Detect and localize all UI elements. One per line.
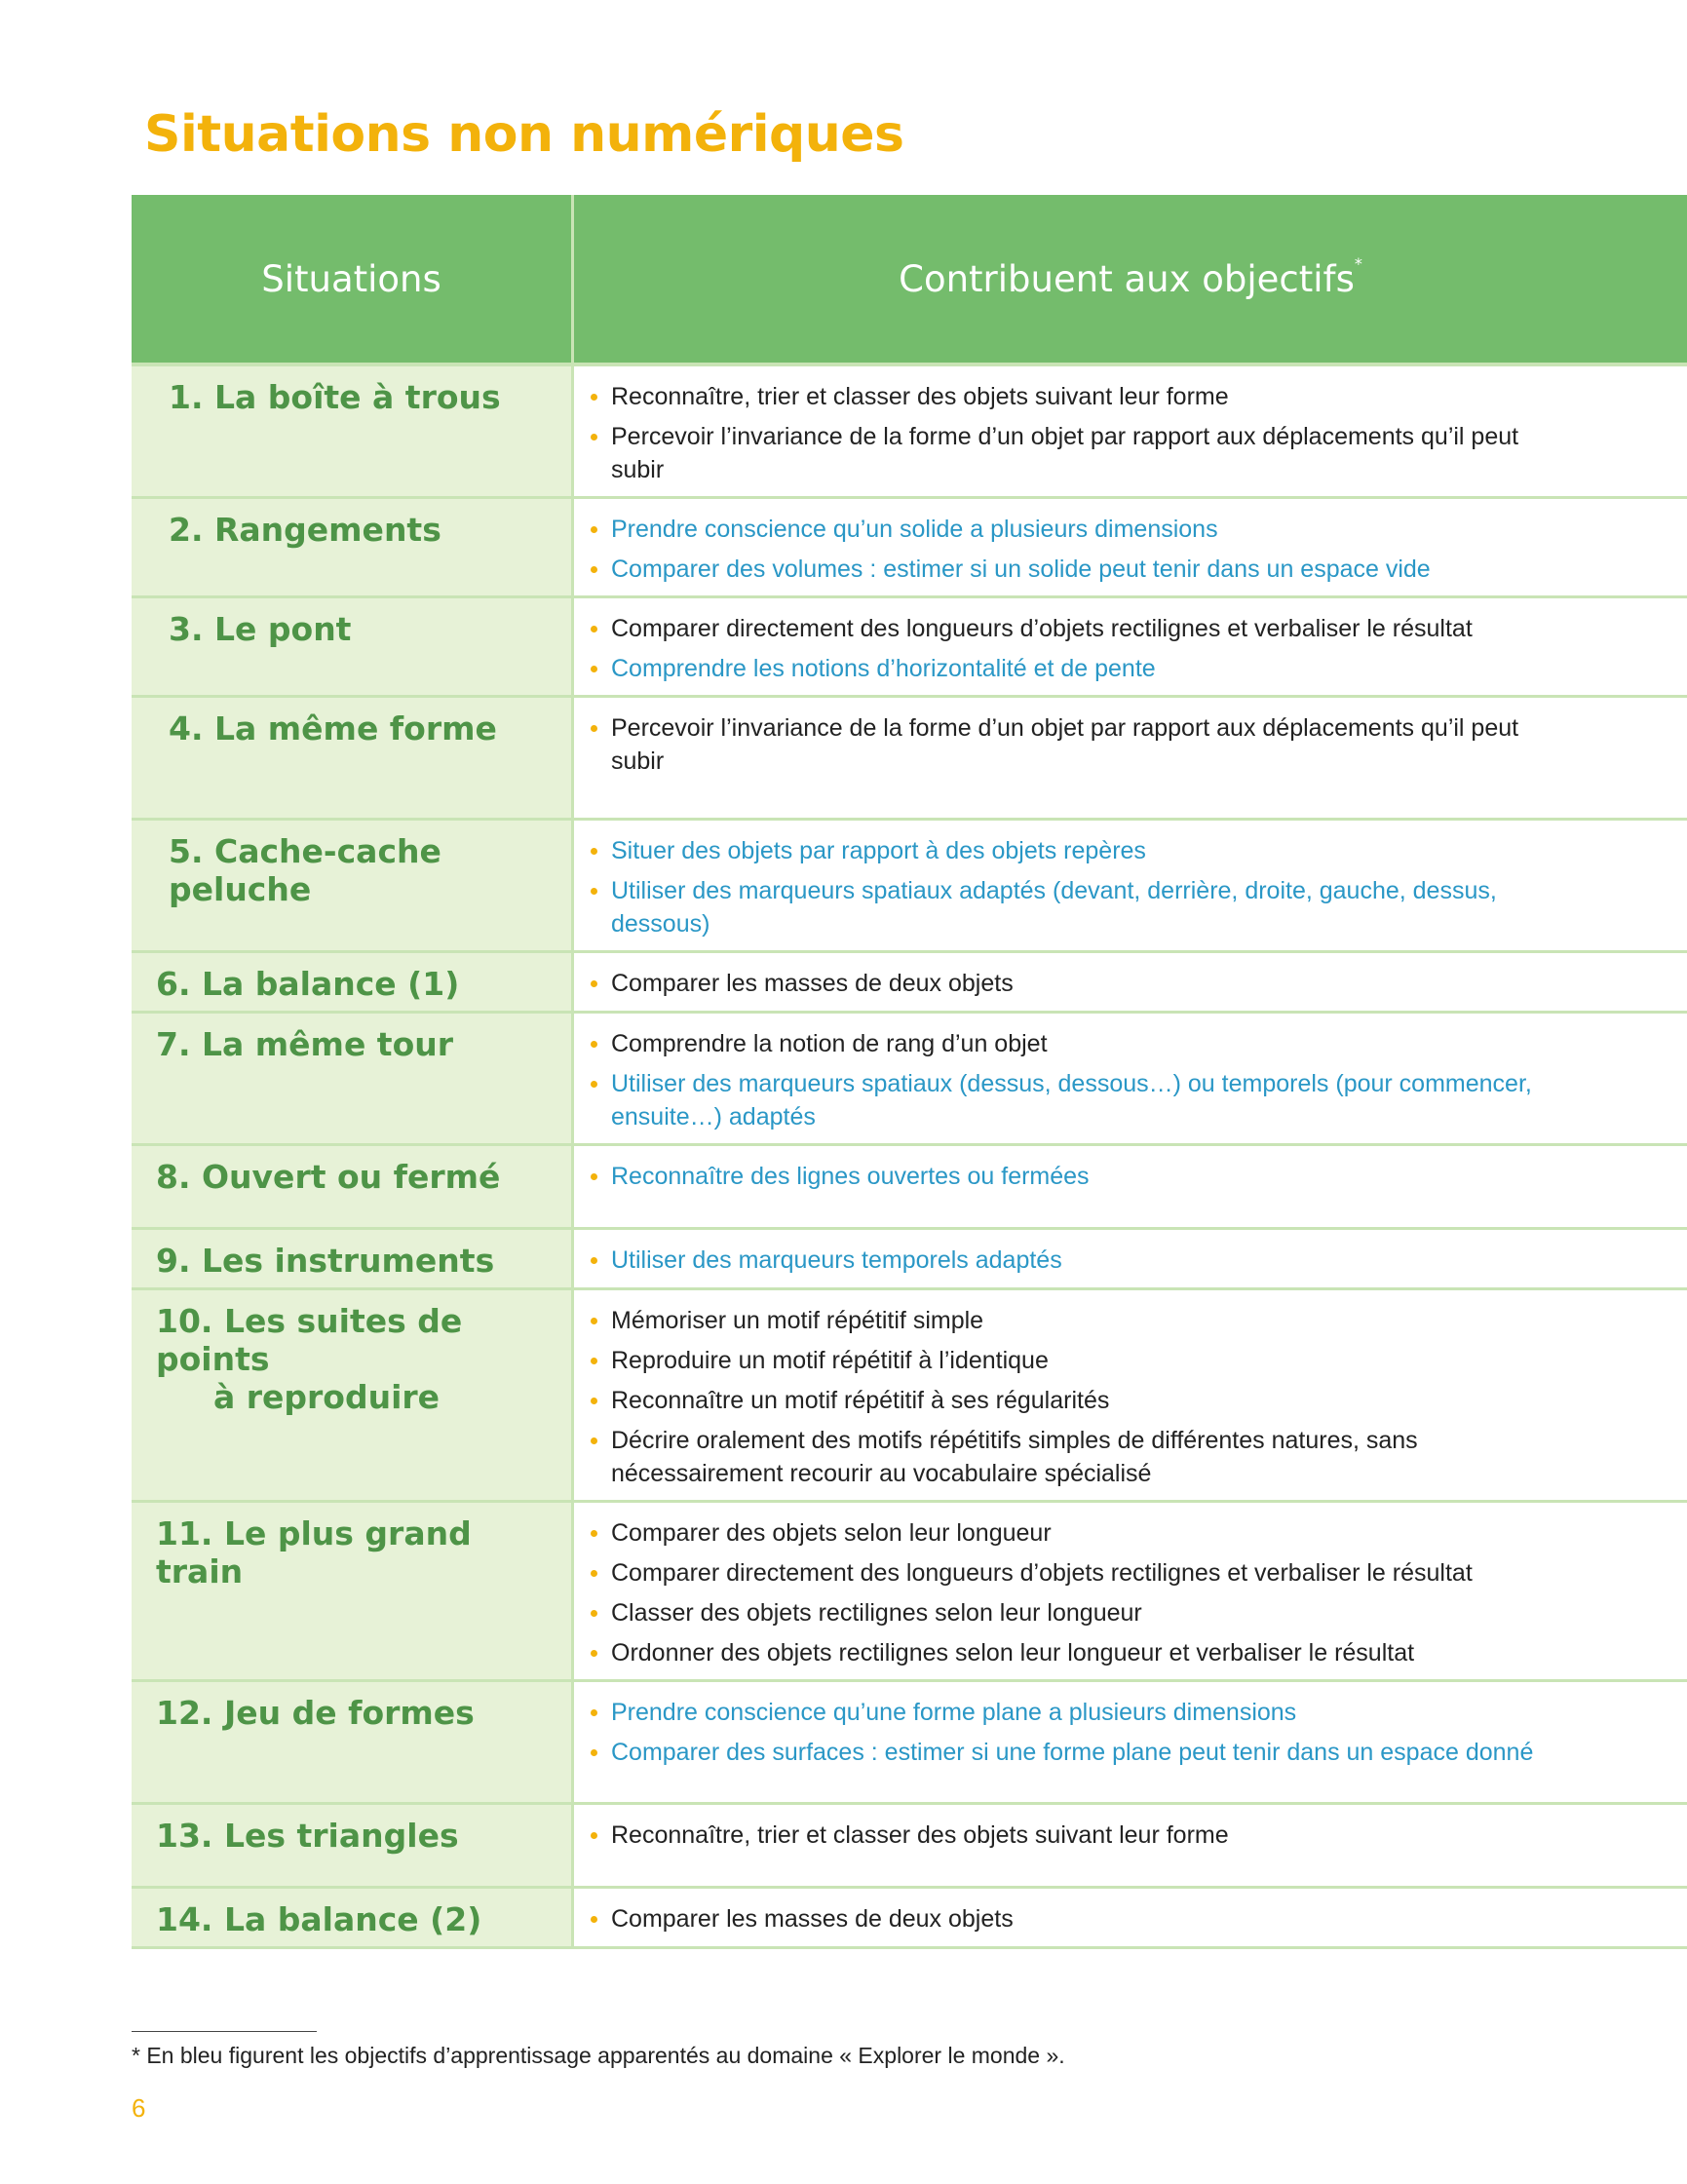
situation-cell (132, 1289, 573, 1502)
page-title: Situations non numériques (144, 105, 904, 164)
situation-cell (132, 1013, 573, 1145)
objective-item-explorer: Prendre conscience qu’un solide a plusieurs dimensions (574, 513, 1570, 546)
situation-cell (132, 1502, 573, 1681)
footnote-divider (132, 2031, 317, 2032)
table-row (132, 498, 1687, 597)
table-row (132, 1502, 1687, 1681)
objective-item: Ordonner des objets rectilignes selon leur longueur et verbaliser le résultat (574, 1636, 1570, 1669)
objectives-cell (573, 820, 1687, 952)
objective-item-explorer: Comparer des volumes : estimer si un solide peut tenir dans un espace vide (574, 553, 1570, 586)
objective-item: Comprendre la notion de rang d’un objet (574, 1027, 1570, 1060)
table-row (132, 952, 1687, 1013)
situation-name: Les instruments (202, 1242, 495, 1280)
objective-item: Reproduire un motif répétitif à l’identique (574, 1344, 1570, 1377)
objective-item-explorer: Utiliser des marqueurs spatiaux adaptés (devant, derrière, droite, gauche, dessus, dessous) (574, 874, 1570, 940)
table-row (132, 597, 1687, 697)
objective-item-explorer: Utiliser des marqueurs temporels adaptés (574, 1244, 1570, 1277)
situation-name: Ouvert ou fermé (202, 1158, 501, 1196)
situation-cell (132, 1681, 573, 1804)
situation-cell (132, 1145, 573, 1229)
objectives-cell (573, 1145, 1687, 1229)
situation-cell (132, 364, 573, 498)
footnote: * En bleu figurent les objectifs d’apprentissage apparentés au domaine « Explorer le monde ». (132, 2043, 1065, 2068)
objectives-cell (573, 952, 1687, 1013)
table-header-row (132, 195, 1687, 364)
situation-number: 3. (169, 610, 204, 648)
table-row (132, 1681, 1687, 1804)
objectives-cell (573, 1229, 1687, 1289)
situation-cell (132, 820, 573, 952)
situation-name: Le pont (214, 610, 352, 648)
table-row (132, 820, 1687, 952)
table-row (132, 1013, 1687, 1145)
table-row (132, 1804, 1687, 1888)
objectives-cell (573, 1681, 1687, 1804)
situation-cell (132, 697, 573, 820)
header-objectifs (573, 195, 1687, 364)
objectives-list (574, 834, 1687, 940)
situation-cell (132, 952, 573, 1013)
situation-cell (132, 1804, 573, 1888)
situation-name: Les triangles (223, 1817, 459, 1855)
objective-item: Reconnaître un motif répétitif à ses régularités (574, 1384, 1570, 1417)
situation-number: 12. (156, 1694, 213, 1732)
table-row (132, 1145, 1687, 1229)
situation-cell (132, 597, 573, 697)
situation-name: Jeu de formes (223, 1694, 475, 1732)
situation-name: La balance (1) (202, 965, 460, 1003)
situations-table (132, 195, 1687, 1949)
objectives-cell (573, 1888, 1687, 1948)
situation-name: La même tour (202, 1025, 454, 1063)
objectives-list (574, 1696, 1687, 1769)
objectives-list (574, 1902, 1687, 1935)
objective-item-explorer: Situer des objets par rapport à des objets repères (574, 834, 1570, 867)
objective-item-explorer: Comprendre les notions d’horizontalité et de pente (574, 652, 1570, 685)
table-row (132, 697, 1687, 820)
objective-item: Percevoir l’invariance de la forme d’un objet par rapport aux déplacements qu’il peut subir (574, 420, 1570, 486)
objective-item: Comparer directement des longueurs d’objets rectilignes et verbaliser le résultat (574, 612, 1570, 645)
situation-number: 9. (156, 1242, 191, 1280)
situation-name: La même forme (214, 709, 497, 747)
objectives-cell (573, 1804, 1687, 1888)
situation-name: Les suites de points (156, 1302, 463, 1378)
situation-number: 2. (169, 511, 204, 549)
table-row (132, 1888, 1687, 1948)
objective-item: Reconnaître, trier et classer des objets suivant leur forme (574, 380, 1570, 413)
objective-item-explorer: Utiliser des marqueurs spatiaux (dessus, dessous…) ou temporels (pour commencer, ensuite…) adaptés (574, 1067, 1570, 1133)
objectives-cell (573, 597, 1687, 697)
objective-item: Comparer directement des longueurs d’objets rectilignes et verbaliser le résultat (574, 1556, 1570, 1590)
situation-name: La boîte à trous (214, 378, 501, 416)
objective-item: Classer des objets rectilignes selon leur longueur (574, 1596, 1570, 1629)
situation-cell (132, 1229, 573, 1289)
situation-number: 5. (169, 832, 204, 870)
situation-number: 13. (156, 1817, 213, 1855)
objective-item-explorer: Reconnaître des lignes ouvertes ou fermées (574, 1160, 1570, 1193)
objective-item-explorer: Prendre conscience qu’une forme plane a plusieurs dimensions (574, 1696, 1570, 1729)
situation-number: 14. (156, 1900, 213, 1938)
header-situations (132, 195, 573, 364)
objectives-list (574, 1244, 1687, 1277)
situation-name: Le plus grand train (156, 1514, 472, 1590)
objective-item: Percevoir l’invariance de la forme d’un objet par rapport aux déplacements qu’il peut subir (574, 711, 1570, 778)
objectives-list (574, 612, 1687, 685)
situation-number: 4. (169, 709, 204, 747)
objectives-list (574, 1819, 1687, 1852)
objective-item: Comparer les masses de deux objets (574, 1902, 1570, 1935)
objectives-list (574, 380, 1687, 486)
objectives-cell (573, 697, 1687, 820)
situation-cell (132, 498, 573, 597)
objectives-list (574, 1160, 1687, 1193)
situation-number: 8. (156, 1158, 191, 1196)
situation-number: 11. (156, 1514, 213, 1552)
situation-number: 7. (156, 1025, 191, 1063)
header-objectifs-label: Contribuent aux objectifs (899, 257, 1355, 300)
situation-cell (132, 1888, 573, 1948)
objectives-cell (573, 1502, 1687, 1681)
objectives-cell (573, 1289, 1687, 1502)
objectives-cell (573, 1013, 1687, 1145)
situation-name: Cache-cache peluche (169, 832, 441, 908)
objective-item: Reconnaître, trier et classer des objets suivant leur forme (574, 1819, 1570, 1852)
objectives-list (574, 513, 1687, 586)
objective-item: Mémoriser un motif répétitif simple (574, 1304, 1570, 1337)
objective-item: Comparer des objets selon leur longueur (574, 1516, 1570, 1550)
objectives-list (574, 1516, 1687, 1669)
table-row (132, 1289, 1687, 1502)
objectives-cell (573, 498, 1687, 597)
situation-number: 10. (156, 1302, 213, 1340)
table-row (132, 364, 1687, 498)
objectives-list (574, 1027, 1687, 1133)
page-number: 6 (132, 2093, 146, 2123)
objectives-list (574, 1304, 1687, 1490)
objective-item: Comparer les masses de deux objets (574, 967, 1570, 1000)
footnote-marker: * (1354, 253, 1362, 273)
situation-name: La balance (2) (223, 1900, 482, 1938)
situation-name-continued: à reproduire (213, 1378, 441, 1416)
objectives-list (574, 967, 1687, 1000)
situation-number: 6. (156, 965, 191, 1003)
header-situations-label: Situations (261, 257, 441, 300)
objectives-cell (573, 364, 1687, 498)
objective-item-explorer: Comparer des surfaces : estimer si une forme plane peut tenir dans un espace donné (574, 1736, 1570, 1769)
objectives-list (574, 711, 1687, 778)
situation-name: Rangements (214, 511, 441, 549)
situation-number: 1. (169, 378, 204, 416)
objective-item: Décrire oralement des motifs répétitifs simples de différentes natures, sans nécessairement recourir au vocabulaire spécialisé (574, 1424, 1570, 1490)
table-row (132, 1229, 1687, 1289)
